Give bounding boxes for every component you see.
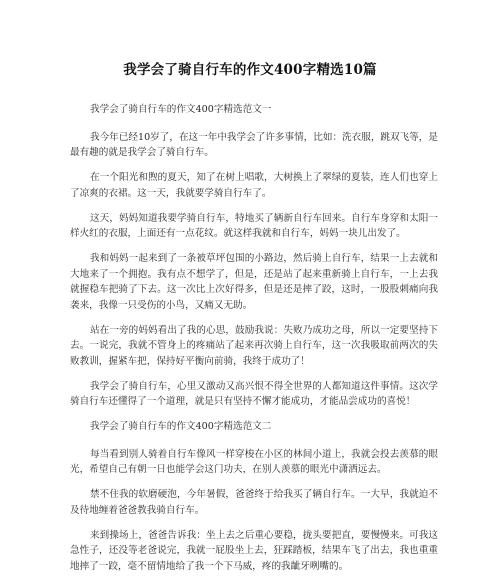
section-heading-1: 我学会了骑自行车的作文400字精选范文一	[90, 104, 272, 115]
paragraph: 禁不住我的软磨硬泡，今年暑假，爸爸终于给我买了辆自行车。一大早，我就迫不及待地缠着爸爸教我骑自行车。	[70, 489, 438, 516]
paragraph: 站在一旁的妈妈看出了我的心思，鼓励我说：失败乃成功之母，所以一定要坚持下去。一说完，我就不管身上的疼痛站了起来再次骑上自行车，这一次我吸取前两次的失败教训，握紧车把，保持好平衡向前骑，我终于成功了！	[70, 324, 438, 367]
paragraph: 我和妈妈一起来到了一条被草坪包围的小路边，然后骑上自行车，结果一上去就和大地来了一个拥抱。我有点不想学了，但是，还是站了起来重新骑上自行车，一上去我就握稳车把骑了下去。这一次比上次好得多，但是还是摔了跤，这时，一股股刺痛向我袭来，我像一只受伤的小鸟，又痛又无助。	[70, 253, 438, 311]
paragraph: 在一个阳光和煦的夏天，知了在树上唱歌，大树换上了翠绿的夏装，连人们也穿上了凉爽的衣裙。这一天，我就要学骑自行车了。	[70, 172, 438, 199]
section-heading-2: 我学会了骑自行车的作文400字精选范文二	[90, 421, 272, 432]
document-body	[70, 102, 438, 584]
document-title: 我学会了骑自行车的作文400字精选10篇	[123, 62, 377, 78]
paragraph: 来到操场上，爸爸告诉我：坐上去之后重心要稳，拢头要把直，要慢慢来。可我这急性子，还没等老爸说完，我就一屁股坐上去，狂踩踏板，结果车飞了出去，我也重重地摔了一跤，毫不留情地给了我一个下马威，疼的我龇牙咧嘴的。	[70, 529, 438, 572]
paragraph: 每当看到别人骑着自行车像风一样穿梭在小区的林间小道上，我就会投去羡慕的眼光，希望自己有朝一日也能学会这门功夫，在别人羡慕的眼光中潇洒远去。	[70, 448, 438, 475]
paragraph: 我今年已经10岁了，在这一年中我学会了许多事情，比如：洗衣服，跳双飞等，是最有趣的就是我学会了骑自行车。	[70, 131, 438, 158]
paragraph: 我学会了骑自行车，心里又激动又高兴恨不得全世界的人都知道这件事情。这次学骑自行车还懂得了一个道理，就是只有坚持不懈才能成功，才能品尝成功的喜悦！	[70, 380, 438, 407]
paragraph: 这天，妈妈知道我要学骑自行车，特地买了辆新自行车回来。自行车身穿和太阳一样火红的衣服，上面还有一点花纹。就这样我就和自行车，妈妈一块儿出发了。	[70, 212, 438, 239]
